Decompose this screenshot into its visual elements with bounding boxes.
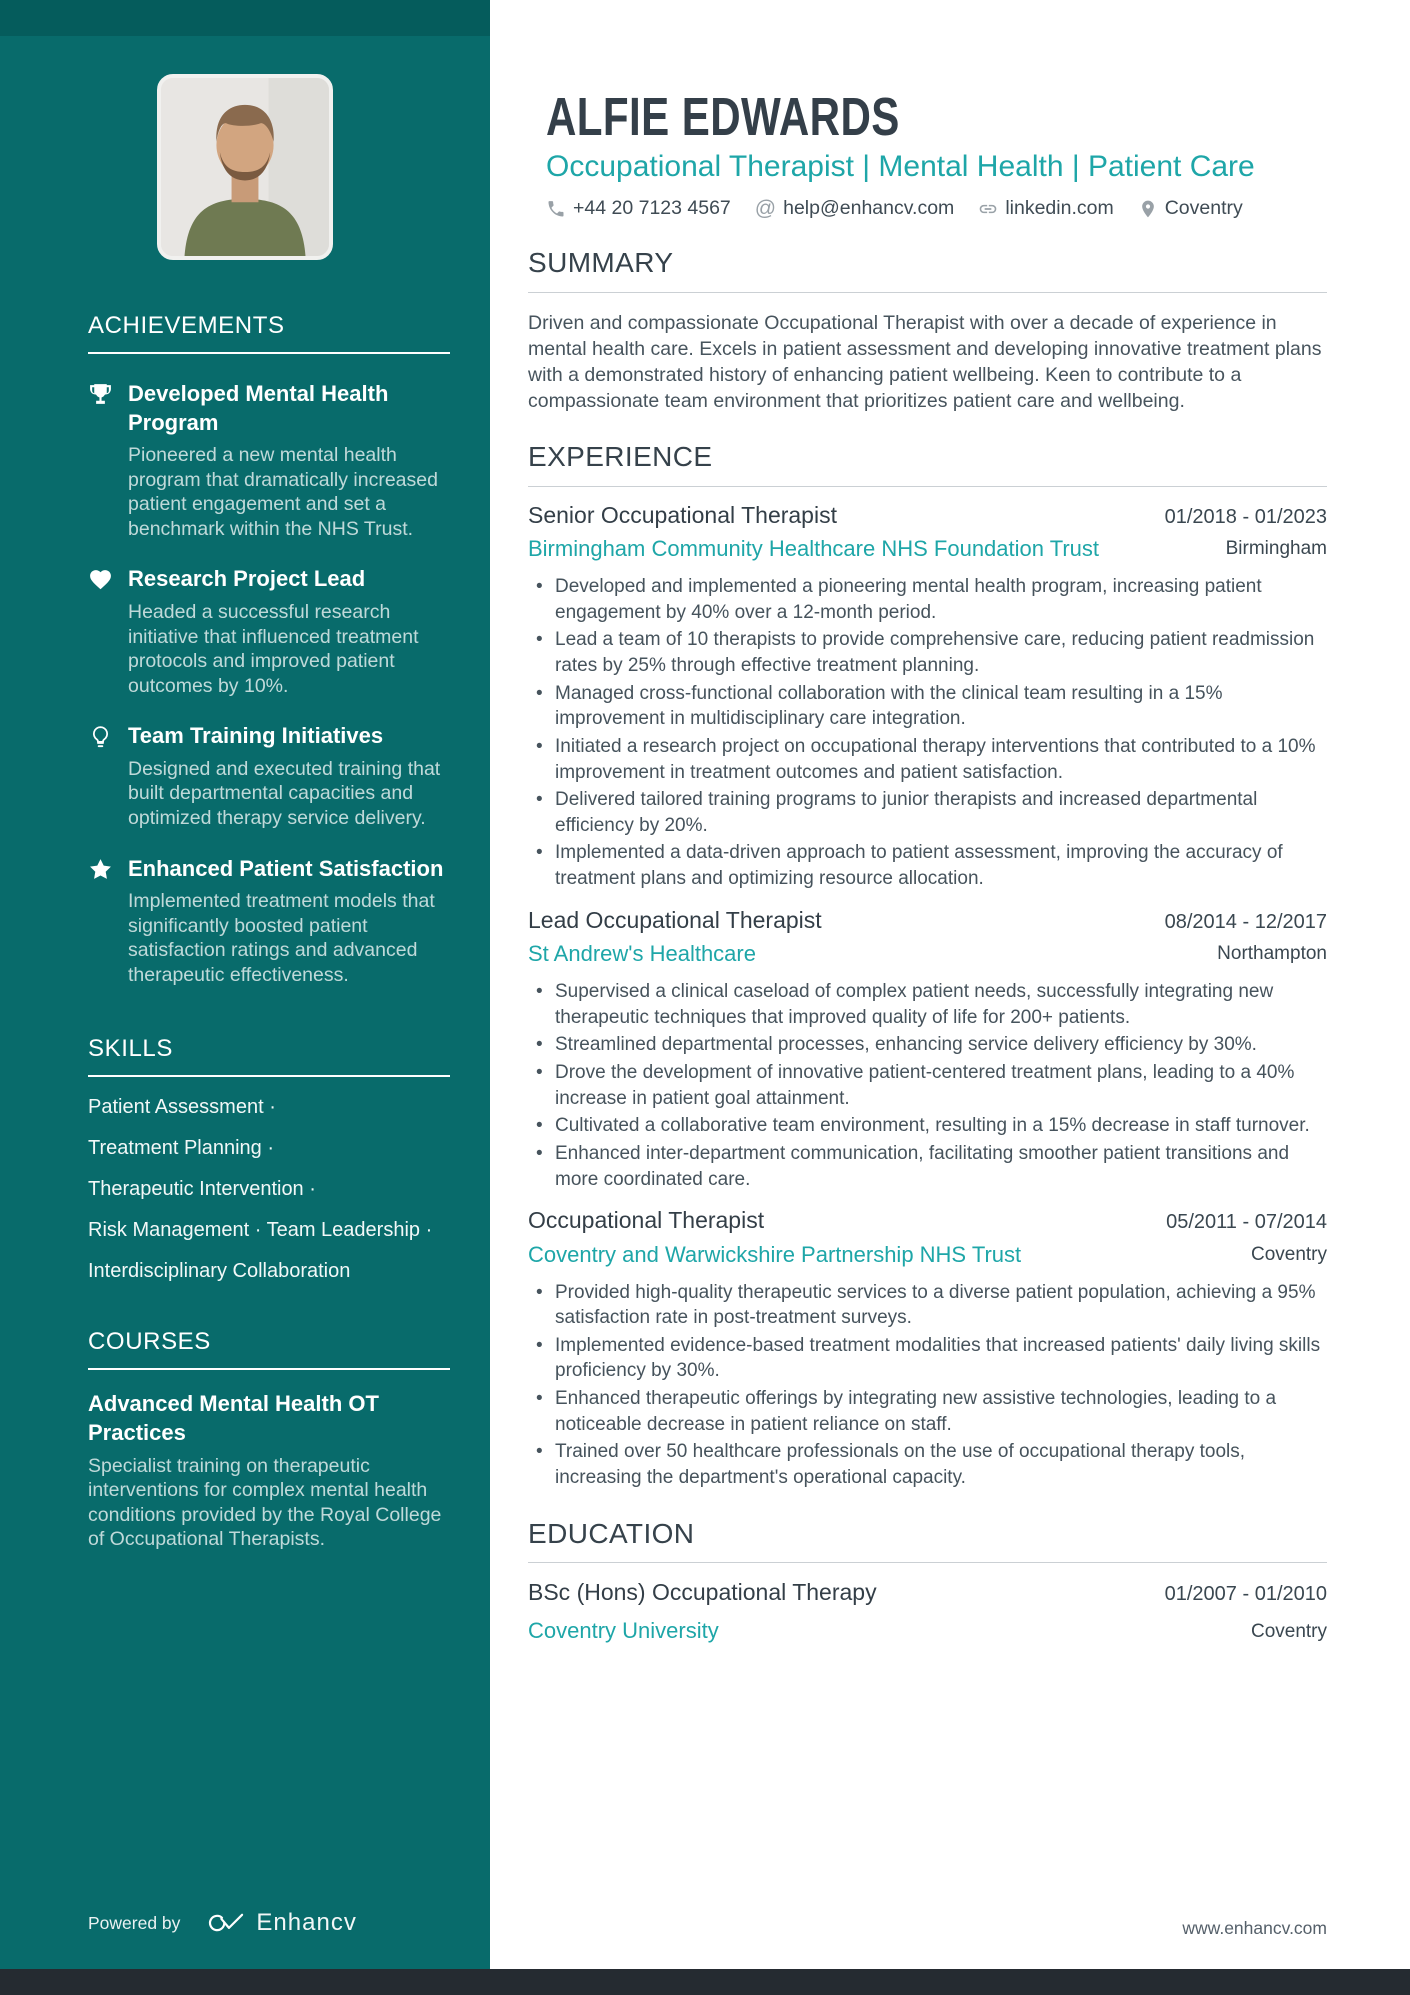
job-bullets (528, 574, 1327, 892)
link-icon (978, 199, 998, 219)
achievement-title: Developed Mental Health Program (128, 381, 389, 435)
education-dates: 01/2007 - 01/2010 (1164, 1583, 1327, 1606)
section-divider (528, 1562, 1327, 1563)
contact-item[interactable] (546, 197, 731, 220)
achievement-title: Enhanced Patient Satisfaction (128, 855, 444, 881)
bullet-item: • Implemented evidence-based treatment modalities that increased patients' daily living skills proficiency by 30%. (528, 1333, 1327, 1384)
skill-item: Patient Assessment · (88, 1096, 276, 1119)
job-dates: 05/2011 - 07/2014 (1166, 1211, 1327, 1234)
bullet-item: • Drove the development of innovative patient-centered treatment plans, leading to a 40% increase in patient goal attainment. (528, 1060, 1327, 1111)
bottom-bar (0, 1969, 1410, 1995)
bullet-item: • Implemented a data-driven approach to patient assessment, improving the accuracy of treatment plans and optimizing resource allocation. (528, 840, 1327, 891)
bullet-item: • Cultivated a collaborative team environment, resulting in a 15% decrease in staff turnover. (528, 1113, 1327, 1139)
job-dates: 08/2014 - 12/2017 (1164, 910, 1327, 933)
achievements-section (0, 312, 490, 987)
section-divider (88, 1368, 450, 1370)
degree-title: BSc (Hons) Occupational Therapy (528, 1579, 877, 1606)
sidebar-top-strip (0, 0, 490, 36)
skills-list (88, 1097, 450, 1282)
skill-item: Interdisciplinary Collaboration (88, 1260, 351, 1283)
bullet-item: • Streamlined departmental processes, enhancing service delivery efficiency by 30%. (528, 1032, 1327, 1058)
courses-list (88, 1390, 450, 1551)
job-bullets (528, 1280, 1327, 1491)
powered-by-label: Powered by (88, 1912, 181, 1933)
bullet-item: • Delivered tailored training programs to junior therapists and increased departmental efficiency by 20%. (528, 787, 1327, 838)
experience-entry (528, 1206, 1327, 1490)
education-heading: EDUCATION (528, 1517, 695, 1549)
achievement-title: Team Training Initiatives (128, 723, 384, 749)
profile-photo (157, 74, 333, 260)
job-location: Northampton (1217, 943, 1327, 965)
bullet-item: • Provided high-quality therapeutic services to a diverse patient population, achieving a 95% satisfaction rate in post-treatment surveys. (528, 1280, 1327, 1331)
courses-title: COURSES (88, 1328, 211, 1356)
summary-heading: SUMMARY (528, 247, 674, 278)
section-divider (88, 352, 450, 354)
candidate-headline: Occupational Therapist | Mental Health | Patient Care (546, 150, 1255, 183)
bullet-item: • Developed and implemented a pioneering mental health program, increasing patient engagement by 40% over a 12-month period. (528, 574, 1327, 625)
company-name: St Andrew's Healthcare (528, 941, 756, 967)
achievements-title: ACHIEVEMENTS (88, 312, 285, 339)
education-section (528, 1517, 1327, 1645)
experience-heading: EXPERIENCE (528, 441, 713, 473)
phone-icon (546, 199, 566, 219)
bullet-item: • Trained over 50 healthcare professionals on the use of occupational therapy tools, increasing the department's operational capacity. (528, 1439, 1327, 1490)
bullet-item: • Lead a team of 10 therapists to provide comprehensive care, reducing patient readmission rates by 25% through effective treatment planning. (528, 627, 1327, 678)
job-location: Coventry (1250, 1243, 1327, 1265)
achievement-description: Headed a successful research initiative that influenced treatment protocols and improved patient outcomes by 10%. (128, 601, 419, 697)
contact-text[interactable]: Coventry (1164, 197, 1243, 219)
contact-item[interactable] (1138, 197, 1243, 220)
bullet-item: • Managed cross-functional collaboration with the clinical team resulting in a 15% improvement in multidisciplinary care integration. (528, 681, 1327, 732)
star-icon (88, 855, 128, 887)
candidate-name: ALFIE EDWARDS (546, 87, 900, 147)
website-url[interactable]: www.enhancv.com (1182, 1918, 1327, 1938)
experience-entry (528, 906, 1327, 1192)
bullet-item: • Enhanced therapeutic offerings by integrating new assistive technologies, leading to a noticeable decrease in patient reliance on staff. (528, 1386, 1327, 1437)
summary-text: Driven and compassionate Occupational Therapist with over a decade of experience in mental health care. Excels in patient assessment and developing innovative treatment plans with a demonstrated history of enhancing patient wellbeing. Keen to contribute to a compassionate team environment that prioritizes patient care and wellbeing. (528, 311, 1322, 412)
job-title: Senior Occupational Therapist (528, 501, 837, 528)
contact-text[interactable]: +44 20 7123 4567 (573, 197, 731, 219)
achievement-description: Pioneered a new mental health program that dramatically increased patient engagement and set a benchmark within the NHS Trust. (128, 444, 438, 540)
achievement-item (88, 855, 450, 988)
skill-item: Risk Management · Team Leadership · (88, 1219, 433, 1242)
courses-section (0, 1328, 490, 1551)
company-name: Birmingham Community Healthcare NHS Foundation Trust (528, 536, 1100, 562)
experience-list (528, 501, 1327, 1491)
course-title: Advanced Mental Health OT Practices (88, 1391, 379, 1445)
skill-item: Therapeutic Intervention · (88, 1178, 316, 1201)
job-title: Occupational Therapist (528, 1207, 765, 1234)
heart-icon (88, 565, 128, 597)
education-entry (528, 1579, 1327, 1644)
resume-main (490, 0, 1410, 1995)
skill-item: Treatment Planning · (88, 1137, 275, 1160)
bullet-item: • Enhanced inter-department communication, facilitating smoother patient transitions and more coordinated care. (528, 1141, 1327, 1192)
job-title: Lead Occupational Therapist (528, 906, 822, 933)
experience-section (528, 440, 1327, 1491)
contact-item[interactable] (755, 197, 955, 220)
job-dates: 01/2018 - 01/2023 (1164, 505, 1327, 528)
course-item (88, 1390, 450, 1551)
achievement-description: Implemented treatment models that significantly boosted patient satisfaction ratings and advanced therapeutic effectiveness. (128, 890, 435, 986)
job-location: Birmingham (1225, 538, 1327, 560)
achievement-title: Research Project Lead (128, 566, 366, 592)
section-divider (528, 486, 1327, 487)
enhancv-brand: Enhancv (256, 1909, 357, 1936)
section-divider (88, 1075, 450, 1077)
enhancv-logo-icon (206, 1911, 246, 1935)
achievement-description: Designed and executed training that built departmental capacities and optimized therapy service delivery. (128, 757, 441, 829)
experience-entry (528, 501, 1327, 892)
powered-by (88, 1909, 357, 1937)
summary-section (528, 246, 1327, 414)
skills-section (0, 1035, 490, 1282)
school-name: Coventry University (528, 1618, 719, 1644)
section-divider (528, 292, 1327, 293)
resume-header (546, 87, 1327, 220)
at-icon: @ (754, 197, 777, 220)
job-bullets (528, 979, 1327, 1192)
lightbulb-icon (88, 722, 128, 754)
contact-item[interactable] (978, 197, 1113, 220)
contact-row (546, 197, 1327, 220)
location-pin-icon (1138, 199, 1158, 219)
skills-title: SKILLS (88, 1035, 173, 1063)
achievement-item (88, 565, 450, 698)
bullet-item: • Supervised a clinical caseload of complex patient needs, successfully integrating new therapeutic techniques that improved quality of life for 200+ patients. (528, 979, 1327, 1030)
bullet-item: • Initiated a research project on occupational therapy interventions that contributed to a 10% improvement in treatment outcomes and patient satisfaction. (528, 734, 1327, 785)
contact-text[interactable]: linkedin.com (1005, 197, 1114, 219)
profile-photo-image (161, 78, 329, 256)
company-name: Coventry and Warwickshire Partnership NHS Trust (528, 1241, 1022, 1267)
sidebar (0, 0, 490, 1995)
contact-text[interactable]: help@enhancv.com (783, 197, 955, 219)
trophy-icon (88, 380, 128, 412)
education-list (528, 1579, 1327, 1644)
course-description: Specialist training on therapeutic interventions for complex mental health conditions provided by the Royal College of Occupational Therapists. (88, 1454, 442, 1551)
education-location: Coventry (1250, 1621, 1327, 1643)
achievement-item (88, 380, 450, 541)
achievement-item (88, 722, 450, 830)
achievements-list (88, 380, 450, 987)
